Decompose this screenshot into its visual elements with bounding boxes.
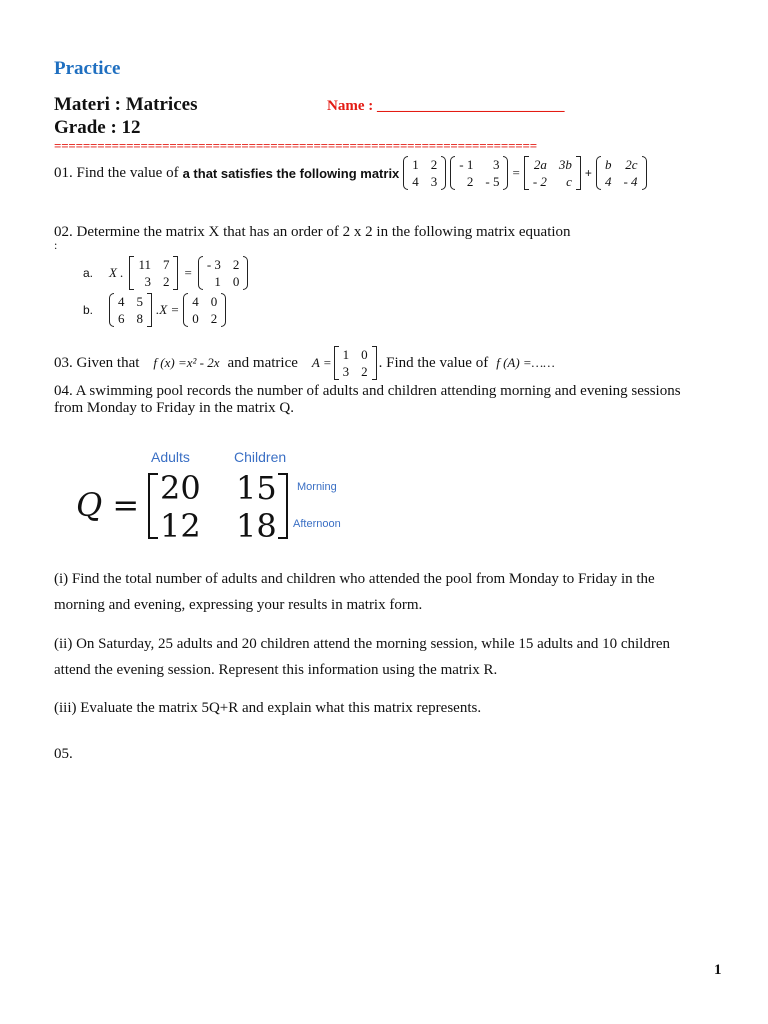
subject-line: Materi : Matrices bbox=[54, 94, 198, 115]
q4-part-i-line-1: (i) Find the total number of adults and children who attended the pool from Monday to Friday in the bbox=[54, 571, 655, 587]
question-1 bbox=[54, 156, 647, 190]
q4-row-afternoon: Afternoon bbox=[293, 518, 341, 530]
page-number: 1 bbox=[714, 962, 722, 978]
question-2: 02. Determine the matrix X that has an order of 2 x 2 in the following matrix equation bbox=[54, 224, 571, 240]
name-field-label: Name : _________________________ bbox=[327, 98, 565, 114]
q2-b-x: .X = bbox=[156, 302, 180, 317]
q1-matrix-3: 2a 3b - 2 c bbox=[524, 156, 581, 190]
q4-row-morning: Morning bbox=[297, 481, 337, 493]
q4-matrix-q: 20 15 12 18 bbox=[148, 469, 288, 541]
q4-part-iii: (iii) Evaluate the matrix 5Q+R and explain what this matrix represents. bbox=[54, 700, 482, 716]
q2-a-matrix-1: 11 7 3 2 bbox=[129, 256, 178, 290]
q1-prefix: 01. Find the value of bbox=[54, 164, 179, 181]
q2-b-matrix-2: 4 0 0 2 bbox=[183, 293, 226, 327]
q4-col-children: Children bbox=[234, 449, 287, 465]
grade-line: Grade : 12 bbox=[54, 117, 141, 138]
question-4-line-2: from Monday to Friday in the matrix Q. bbox=[54, 400, 294, 416]
q1-matrix-2: - 1 3 2 - 5 bbox=[450, 156, 508, 190]
q4-part-i-line-2: morning and evening, expressing your results in matrix form. bbox=[54, 597, 423, 613]
q1-equals: = bbox=[512, 165, 520, 180]
q1-matrix-4: b 2c 4 - 4 bbox=[596, 156, 647, 190]
q2-part-a bbox=[83, 256, 248, 290]
q2-b-label: b. bbox=[83, 303, 94, 317]
q4-part-ii-line-1: (ii) On Saturday, 25 adults and 20 children attend the morning session, while 15 adults and 10 children bbox=[54, 636, 670, 652]
q4-q-label: Q = bbox=[76, 486, 140, 524]
q2-part-b bbox=[83, 293, 226, 327]
q3-fa: f (A) =…… bbox=[496, 355, 555, 370]
q2-a-equals: = bbox=[184, 265, 192, 280]
q4-col-adults: Adults bbox=[151, 449, 190, 465]
q2-a-label: a. bbox=[83, 266, 94, 280]
question-5: 05. bbox=[54, 746, 73, 762]
q4-part-ii-line-2: attend the evening session. Represent this information using the matrix R. bbox=[54, 662, 498, 678]
q3-mid: and matrice bbox=[227, 354, 298, 371]
question-3 bbox=[54, 346, 555, 380]
q1-matrix-1: 1 2 4 3 bbox=[403, 156, 446, 190]
q3-a-equals: A = bbox=[311, 355, 332, 370]
q3-function: f (x) =x² - 2x bbox=[153, 355, 220, 370]
q3-matrix-a: 1 0 3 2 bbox=[334, 346, 377, 380]
separator-line: =================================================================== bbox=[54, 138, 537, 153]
page-title: Practice bbox=[54, 58, 121, 79]
question-4-line-1: 04. A swimming pool records the number of adults and children attending morning and evening sessions bbox=[54, 383, 681, 399]
q2-colon: : bbox=[54, 238, 58, 252]
q2-b-matrix-1: 4 5 6 8 bbox=[109, 293, 152, 327]
q3-suffix: . Find the value of bbox=[378, 354, 489, 371]
q3-prefix: 03. Given that bbox=[54, 354, 140, 371]
q1-plus: + bbox=[584, 166, 592, 180]
q2-a-x: X . bbox=[109, 265, 124, 280]
q1-bold-text: a that satisfies the following matrix bbox=[182, 165, 400, 181]
q2-a-matrix-2: - 3 2 1 0 bbox=[198, 256, 249, 290]
